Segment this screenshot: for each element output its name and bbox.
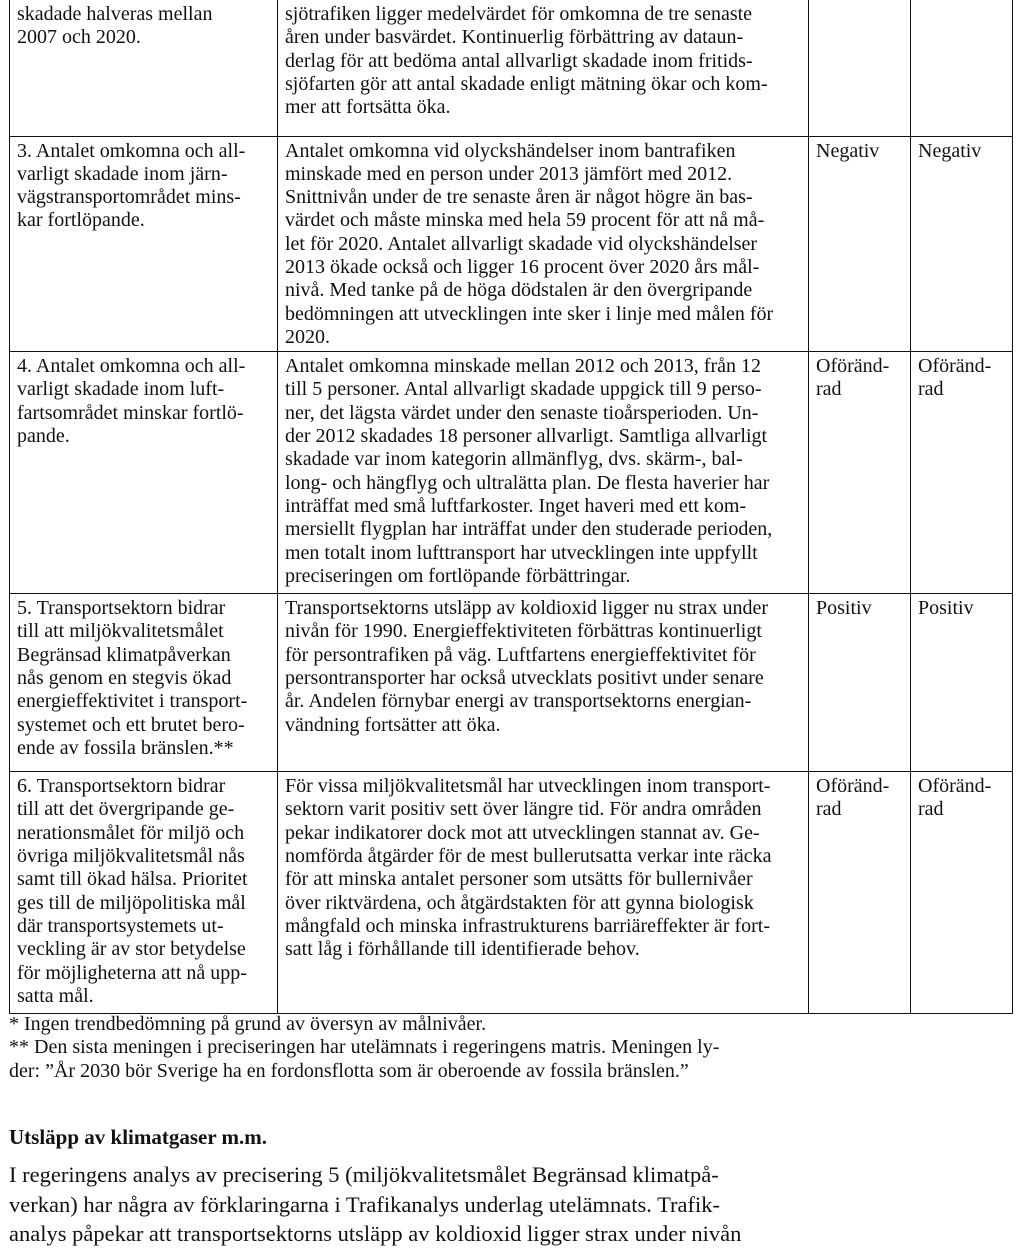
table-row bbox=[10, 0, 1013, 136]
goal-assessment-table bbox=[9, 0, 1013, 1014]
trend-cell: Negativ bbox=[911, 136, 1013, 352]
table-row bbox=[10, 594, 1013, 772]
trend-cell: Oföränd- rad bbox=[809, 352, 911, 594]
assessment-cell: För vissa miljökvalitetsmål har utvecklingen inom transport- sektorn varit positiv sett över längre tid. För andra områden pekar indikatorer dock mot att utvecklingen stannat av. Ge- nomförda åtgärder för de mest bullerutsatta verkar inte räcka för att minska antalet personer som utsätts för bullernivåer över riktvärdena, och åtgärdstakten för att gynna biologisk mångfald och minska infrastrukturens barriäreffekter är fort- satt låg i förhållande till identifierade behov. bbox=[278, 772, 809, 1014]
section-paragraph: I regeringens analys av precisering 5 (miljökvalitetsmålet Begränsad klimatpå- verkan) har några av förklaringarna i Trafikanalys underlag utelämnats. Trafik- analys påpekar att transportsektorns utsläpp av koldioxid ligger strax under nivån bbox=[9, 1162, 742, 1246]
footnote: ** Den sista meningen i preciseringen har utelämnats i regeringens matris. Meningen ly- der: ”År 2030 bör Sverige ha en fordonsflotta som är oberoende av fossila bränslen.” bbox=[9, 1036, 720, 1082]
table-row bbox=[10, 772, 1013, 1014]
assessment-cell: Transportsektorns utsläpp av koldioxid ligger nu strax under nivån för 1990. Energieffektiviteten förbättras kontinuerligt för persontrafiken på väg. Luftfartens energieffektivitet för persontransporter har också utvecklats positivt under senare år. Andelen förnybar energi av transportsektorns energian- vändning fortsätter att öka. bbox=[278, 594, 809, 772]
trend-cell: Oföränd- rad bbox=[911, 352, 1013, 594]
goal-cell: 4. Antalet omkomna och all- varligt skadade inom luft- fartsområdet minskar fortlö- pande. bbox=[10, 352, 278, 594]
section-heading: Utsläpp av klimatgaser m.m. bbox=[9, 1125, 268, 1149]
table-row bbox=[10, 136, 1013, 352]
table-row bbox=[10, 352, 1013, 594]
trend-cell: Negativ bbox=[809, 136, 911, 352]
trend-cell bbox=[809, 0, 911, 136]
goal-cell: 3. Antalet omkomna och all- varligt skadade inom järn- vägstransportområdet mins- kar fortlöpande. bbox=[10, 136, 278, 352]
table-footnotes bbox=[9, 1013, 1009, 1083]
assessment-cell: Antalet omkomna vid olyckshändelser inom bantrafiken minskade med en person under 2013 jämfört med 2012. Snittnivån under de tre senaste åren är något högre än bas- värdet och måste minska med hela 59 procent för att nå må- let för 2020. Antalet allvarligt skadade vid olyckshändelser 2013 ökade också och ligger 16 procent över 2020 års mål- nivå. Med tanke på de höga dödstalen är den övergripande bedömningen att utvecklingen inte sker i linje med målen för 2020. bbox=[278, 136, 809, 352]
goal-cell: skadade halveras mellan 2007 och 2020. bbox=[10, 0, 278, 136]
trend-cell: Positiv bbox=[809, 594, 911, 772]
trend-cell: Oföränd- rad bbox=[809, 772, 911, 1014]
assessment-cell: sjötrafiken ligger medelvärdet för omkomna de tre senaste åren under basvärdet. Kontinuerlig förbättring av dataun- derlag för att bedöma antal allvarligt skadade inom fritids- sjöfarten gör att antal skadade enligt mätning ökar och kom- mer att fortsätta öka. bbox=[278, 0, 809, 136]
trend-cell bbox=[911, 0, 1013, 136]
footnote: * Ingen trendbedömning på grund av översyn av målnivåer. bbox=[9, 1013, 487, 1035]
trend-cell: Oföränd- rad bbox=[911, 772, 1013, 1014]
assessment-cell: Antalet omkomna minskade mellan 2012 och 2013, från 12 till 5 personer. Antal allvarligt skadade uppgick till 9 perso- ner, det lägsta värdet under den senaste tioårsperioden. Un- der 2012 skadades 18 personer allvarligt. Samtliga allvarligt skadade var inom kategorin allmänflyg, dvs. skärm-, bal- long- och hängflyg och ultralätta plan. De flesta haverier har inträffat med små luftfarkoster. Inget haveri med ett kom- mersiellt flygplan har inträffat under den studerade perioden, men totalt inom lufttransport har utvecklingen inte uppfyllt preciseringen om fortlöpande förbättringar. bbox=[278, 352, 809, 594]
goal-cell: 5. Transportsektorn bidrar till att miljökvalitetsmålet Begränsad klimatpåverkan nås genom en stegvis ökad energieffektivitet i transport- systemet och ett brutet bero- ende av fossila bränslen.** bbox=[10, 594, 278, 772]
trend-cell: Positiv bbox=[911, 594, 1013, 772]
section-climate-emissions bbox=[9, 1124, 1009, 1249]
goal-cell: 6. Transportsektorn bidrar till att det övergripande ge- nerationsmålet för miljö och övriga miljökvalitetsmål nås samt till ökad hälsa. Prioritet ges till de miljöpolitiska mål där transportsystemets ut- veckling är av stor betydelse för möjligheterna att nå upp- satta mål. bbox=[10, 772, 278, 1014]
